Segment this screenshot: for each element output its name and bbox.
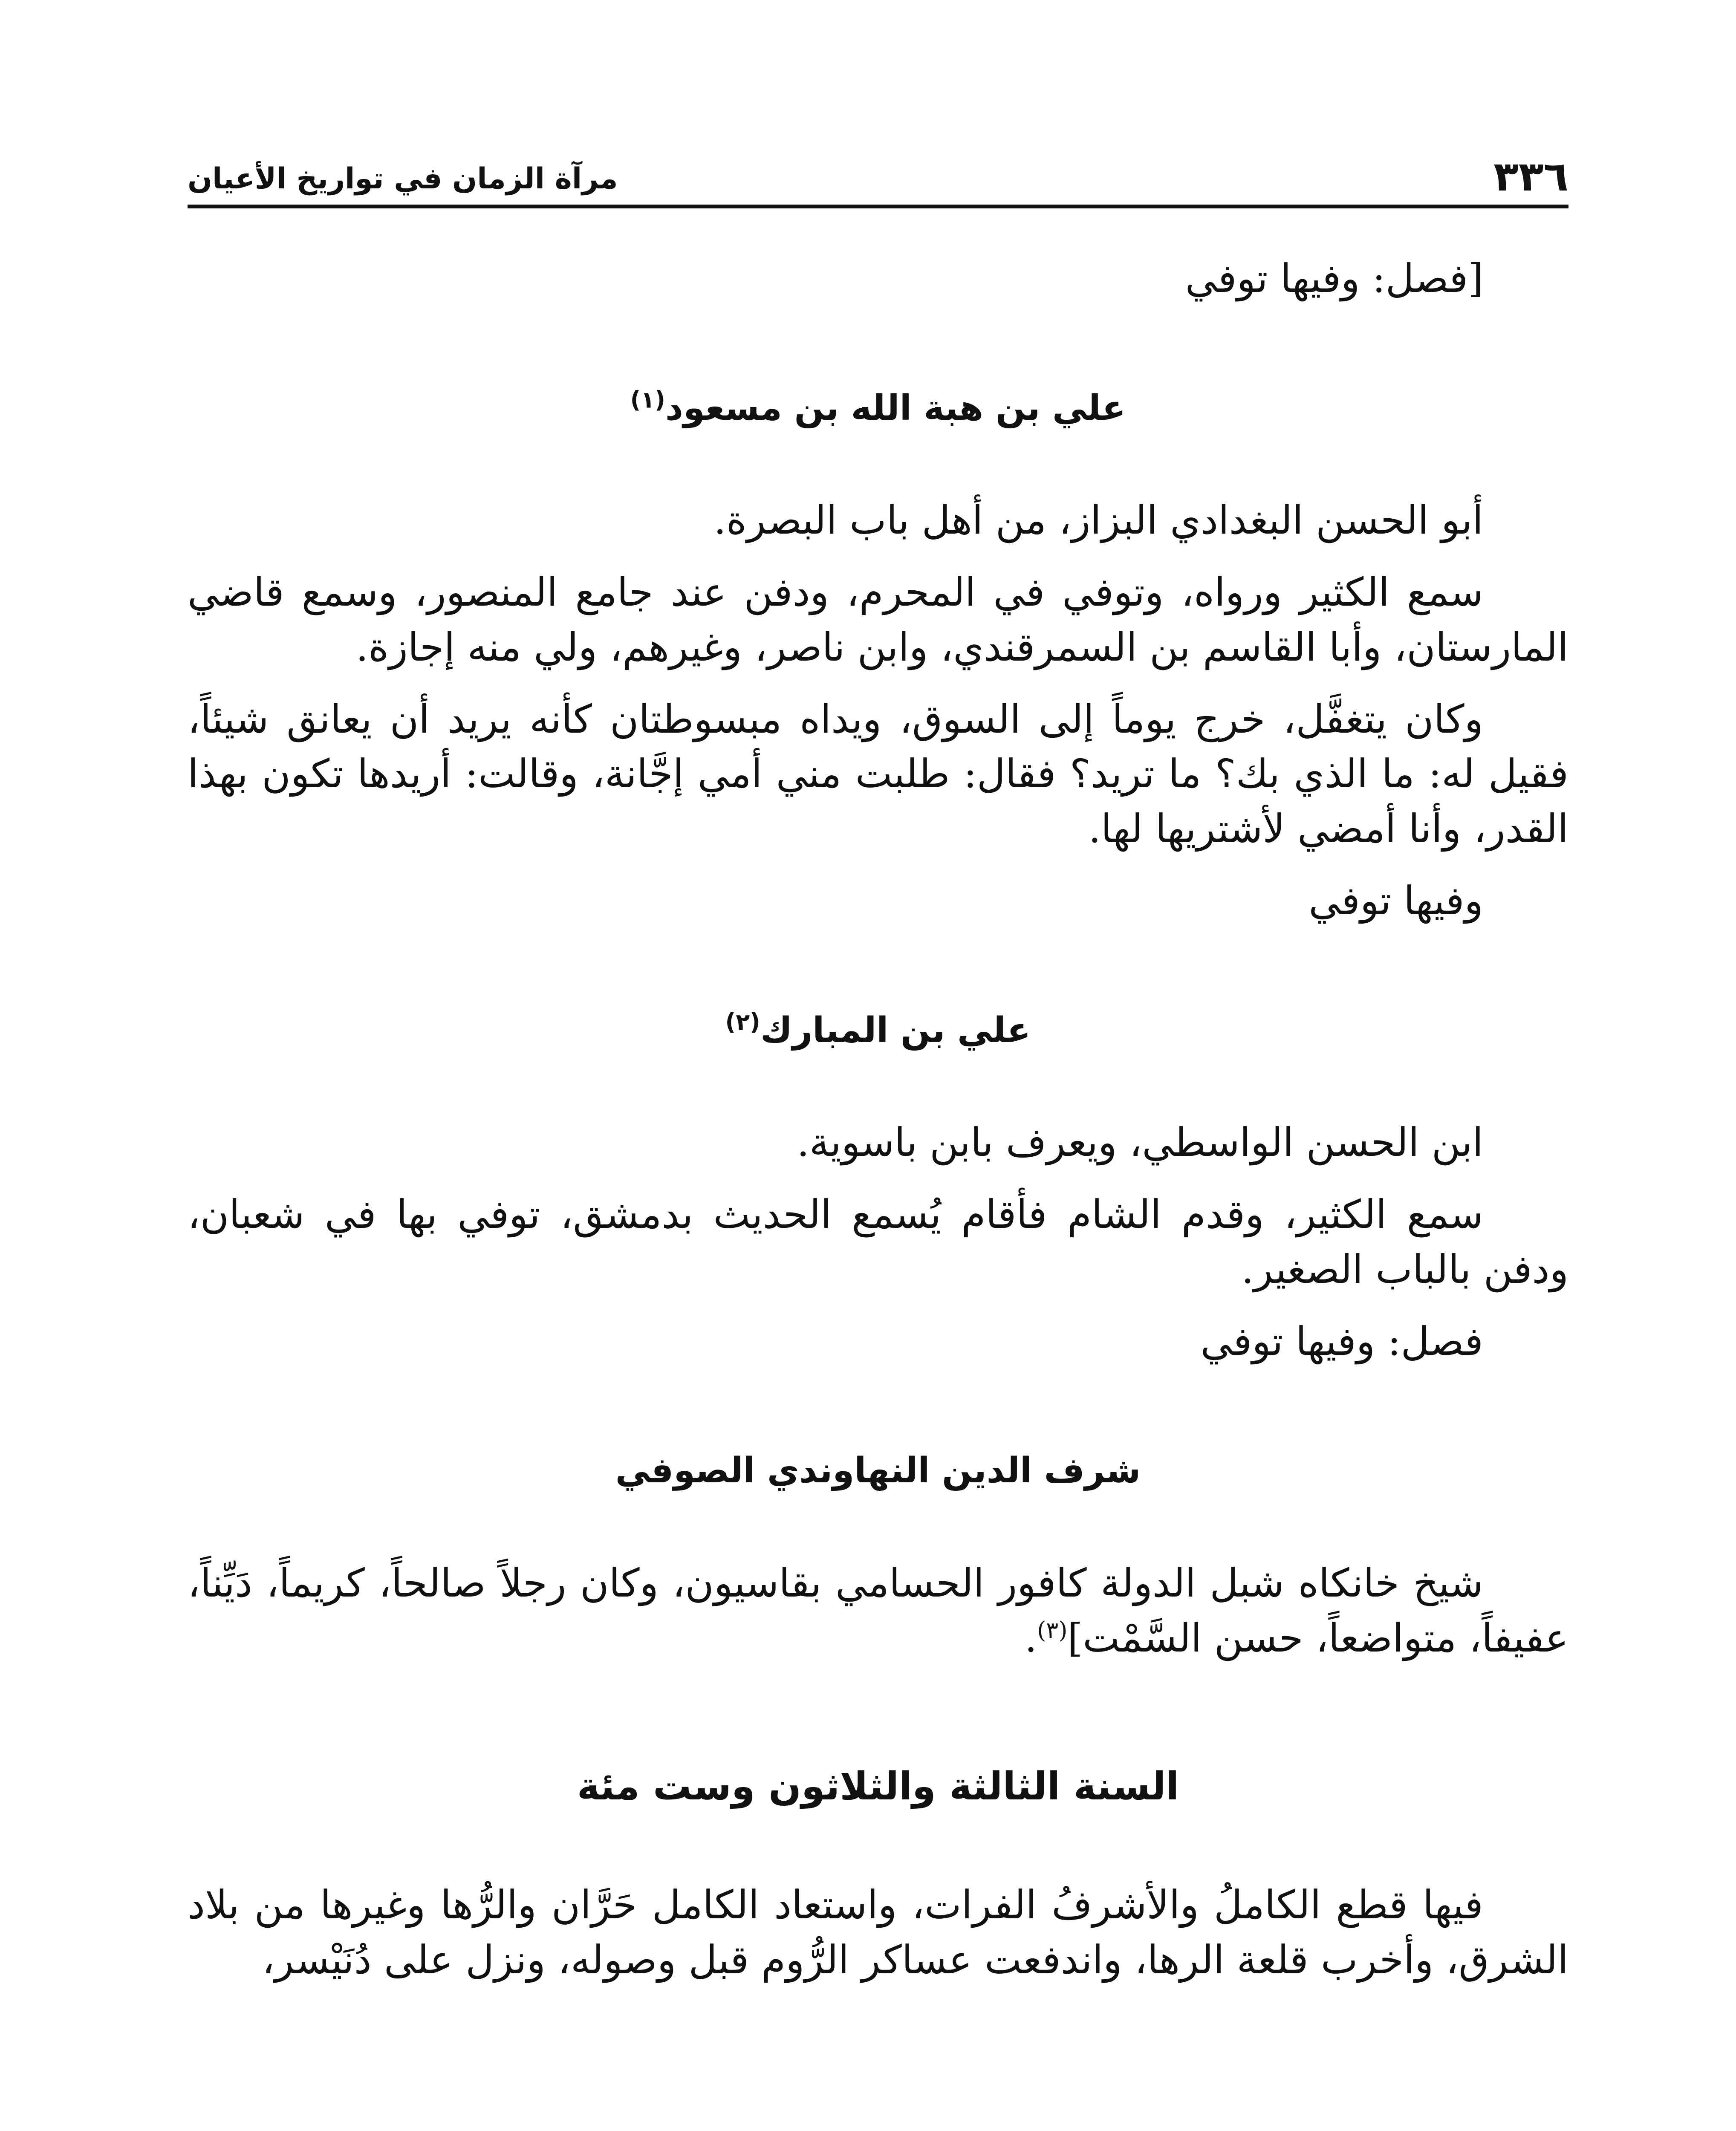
section-label: [فصل: وفيها توفي — [1185, 256, 1483, 301]
paragraph — [188, 1556, 1568, 1666]
paragraph-end: . — [1024, 1615, 1037, 1661]
running-header — [188, 141, 1568, 208]
paragraph: أبو الحسن البغدادي البزاز، من أهل باب البصرة. — [713, 497, 1483, 543]
paragraph: فيها قطع الكاملُ والأشرفُ الفرات، واستعاد الكامل حَرَّان والرُّها وغيرها من بلاد الشرق، وأخرب قلعة الرها، واندفعت عساكر الرُّوم قبل وصوله، ونزل على دُنَيْسر، — [188, 1882, 1568, 1983]
paragraph: سمع الكثير، وقدم الشام فأقام يُسمع الحديث بدمشق، توفي بها في شعبان، ودفن بالباب الصغير. — [188, 1191, 1568, 1292]
entry-heading-text: علي بن هبة الله بن مسعود — [665, 387, 1126, 428]
paragraph-text: شيخ خانكاه شبل الدولة كافور الحسامي بقاسيون، وكان رجلاً صالحاً، كريماً، دَيِّناً، عفيفاً، متواضعاً، حسن السَّمْت] — [188, 1560, 1568, 1661]
page-number: ٣٣٦ — [1493, 153, 1568, 200]
entry-heading — [188, 387, 1568, 429]
entry-heading — [188, 1450, 1568, 1492]
footnote-marker: (٣) — [1037, 1616, 1068, 1643]
entry-heading — [188, 1010, 1568, 1051]
year-heading: السنة الثالثة والثلاثون وست مئة — [577, 1764, 1179, 1809]
section-label: فصل: وفيها توفي — [1200, 1318, 1483, 1364]
book-page — [188, 0, 1568, 2131]
book-title: مرآة الزمان في تواريخ الأعيان — [188, 162, 618, 196]
paragraph: ابن الحسن الواسطي، ويعرف بابن باسوية. — [797, 1120, 1483, 1166]
page-body — [188, 251, 1568, 1988]
entry-heading-text: علي بن المبارك — [760, 1010, 1031, 1051]
footnote-marker: (٢) — [725, 1008, 760, 1036]
section-label: وفيها توفي — [1308, 878, 1483, 924]
paragraph: وكان يتغفَّل، خرج يوماً إلى السوق، ويداه مبسوطتان كأنه يريد أن يعانق شيئاً، فقيل له: ما الذي بك؟ ما تريد؟ فقال: طلبت مني أمي إجَّانة، وقالت: أريدها تكون بهذا القدر، وأنا أمضي لأشتريها لها. — [188, 696, 1568, 852]
footnote-marker: (١) — [630, 386, 665, 413]
entry-heading-text: شرف الدين النهاوندي الصوفي — [615, 1450, 1141, 1491]
paragraph: سمع الكثير ورواه، وتوفي في المحرم، ودفن عند جامع المنصور، وسمع قاضي المارستان، وأبا القاسم بن السمرقندي، وابن ناصر، وغيرهم، ولي منه إجازة. — [188, 569, 1568, 670]
